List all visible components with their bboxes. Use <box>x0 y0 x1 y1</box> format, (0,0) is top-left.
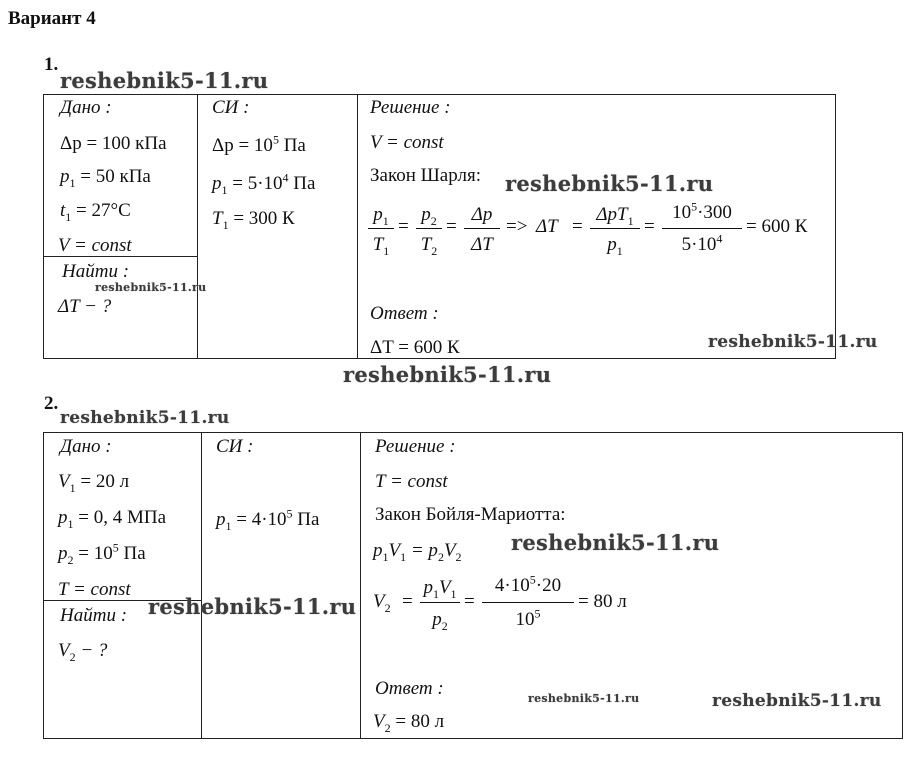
p1-frac2-den: $T_2$ <box>420 234 438 258</box>
watermark: reshebnik5-11.ru <box>505 171 714 196</box>
p1-arrow: => <box>506 216 528 237</box>
p1-frac1-bar <box>368 228 394 229</box>
p2-frac1-num: $p_1V_1$ <box>423 577 457 601</box>
p1-dano-header: Дано : <box>60 97 112 118</box>
p2-dano-line-3: $p_2 = 10^5$ Па <box>58 540 146 567</box>
p2-solution-header: Решение : <box>375 436 456 457</box>
p2-si-header: СИ : <box>216 436 254 457</box>
p1-answer-header: Ответ : <box>370 303 439 324</box>
watermark: reshebnik5-11.ru <box>343 362 552 387</box>
p1-frac2-bar <box>416 228 442 229</box>
p1-solution-line-1: V = const <box>370 132 444 153</box>
p1-frac3-bar <box>464 228 500 229</box>
p1-frac2-num: $p_2$ <box>421 204 437 228</box>
p2-dano-line-4: T = const <box>58 579 131 600</box>
p1-frac3-den: ΔT <box>471 234 493 255</box>
p2-eq-boyle: $p_1V_1 = p_2V_2$ <box>373 540 462 564</box>
p1-frac3-num: Δp <box>471 204 493 225</box>
p1-si-line-3: $T_1 = 300$ К <box>212 208 295 232</box>
p1-law: Закон Шарля: <box>370 165 481 186</box>
p1-eq-3: = <box>572 216 583 237</box>
p1-eq-1: = <box>398 216 409 237</box>
watermark: reshebnik5-11.ru <box>528 692 640 705</box>
p1-dT: ΔT <box>536 216 558 237</box>
problem-1-divider-si <box>197 94 198 359</box>
watermark: reshebnik5-11.ru <box>148 594 357 619</box>
watermark: reshebnik5-11.ru <box>708 332 878 352</box>
p2-answer-header: Ответ : <box>375 678 444 699</box>
problem-2-divider-solution <box>360 432 361 739</box>
p1-eq-2: = <box>446 216 457 237</box>
p1-dano-line-1: Δp = 100 кПа <box>60 133 167 154</box>
p1-frac4-num: ΔpT$_1$ <box>596 204 634 228</box>
p2-dano-header: Дано : <box>60 436 112 457</box>
problem-2-divider-si <box>201 432 202 739</box>
p2-si-line-1: $p_1 = 4\cdot 10^5$ Па <box>216 506 320 533</box>
p1-answer: ΔT = 600 К <box>370 337 460 358</box>
watermark: reshebnik5-11.ru <box>60 408 230 428</box>
p1-find-header: Найти : <box>62 261 130 282</box>
p2-eq-1: = <box>402 591 413 612</box>
p1-si-header: СИ : <box>212 97 250 118</box>
p1-eq-4: = <box>644 216 655 237</box>
p1-frac5-bar <box>662 228 742 229</box>
p2-eq-2: = <box>464 591 475 612</box>
p1-frac5-num: $10^5\cdot 300$ <box>672 199 732 223</box>
problem-1-divider-find <box>43 256 197 257</box>
variant-title: Вариант 4 <box>8 8 96 29</box>
problem-1-divider-solution <box>357 94 358 359</box>
p2-law: Закон Бойля-Мариотта: <box>375 504 566 525</box>
p2-dano-line-1: $V_1 = 20$ л <box>58 471 130 495</box>
p1-frac1-num: $p_1$ <box>373 204 389 228</box>
p1-result: = 600 К <box>746 216 808 237</box>
p2-lhs: $V_2$ <box>373 591 391 615</box>
p1-dano-line-4: V = const <box>58 235 132 256</box>
watermark: reshebnik5-11.ru <box>95 281 207 294</box>
p1-dano-line-3: $t_1 = 27^\circ C$ <box>60 200 131 224</box>
p2-frac2-den: $10^5$ <box>515 606 541 630</box>
p1-frac4-den: $p_1$ <box>607 234 623 258</box>
p2-dano-line-2: $p_1 = 0$, 4 МПа <box>58 507 167 531</box>
p2-solution-line-1: T = const <box>375 471 448 492</box>
watermark: reshebnik5-11.ru <box>60 68 269 93</box>
p2-answer: $V_2 = 80$ л <box>373 711 445 735</box>
p2-frac1-den: $p_2$ <box>432 609 448 633</box>
p2-find-header: Найти : <box>60 605 128 626</box>
p2-frac2-num: $4\cdot 10^5\cdot 20$ <box>494 572 562 596</box>
p1-find-value: ΔT − ? <box>58 296 112 317</box>
p1-dano-line-2: $p_1 = 50$ кПа <box>60 166 151 190</box>
p1-frac5-den: $5\cdot 10^4$ <box>681 231 723 255</box>
p2-result: = 80 л <box>578 591 627 612</box>
watermark: reshebnik5-11.ru <box>712 691 882 711</box>
p1-frac4-bar <box>590 228 640 229</box>
p1-solution-header: Решение : <box>370 97 451 118</box>
problem-2-number: 2. <box>44 393 59 414</box>
p1-si-line-1: $\Delta p = 10^5$ Па <box>212 132 306 156</box>
p1-frac1-den: $T_1$ <box>372 234 390 258</box>
p2-find-value: $V_2$ − ? <box>58 640 108 664</box>
p2-frac2-bar <box>482 602 574 603</box>
watermark: reshebnik5-11.ru <box>511 530 720 555</box>
p1-si-line-2: $p_1 = 5\cdot 10^4$ Па <box>212 170 316 197</box>
p2-frac1-bar <box>420 602 460 603</box>
problem-1-number: 1. <box>44 54 59 75</box>
